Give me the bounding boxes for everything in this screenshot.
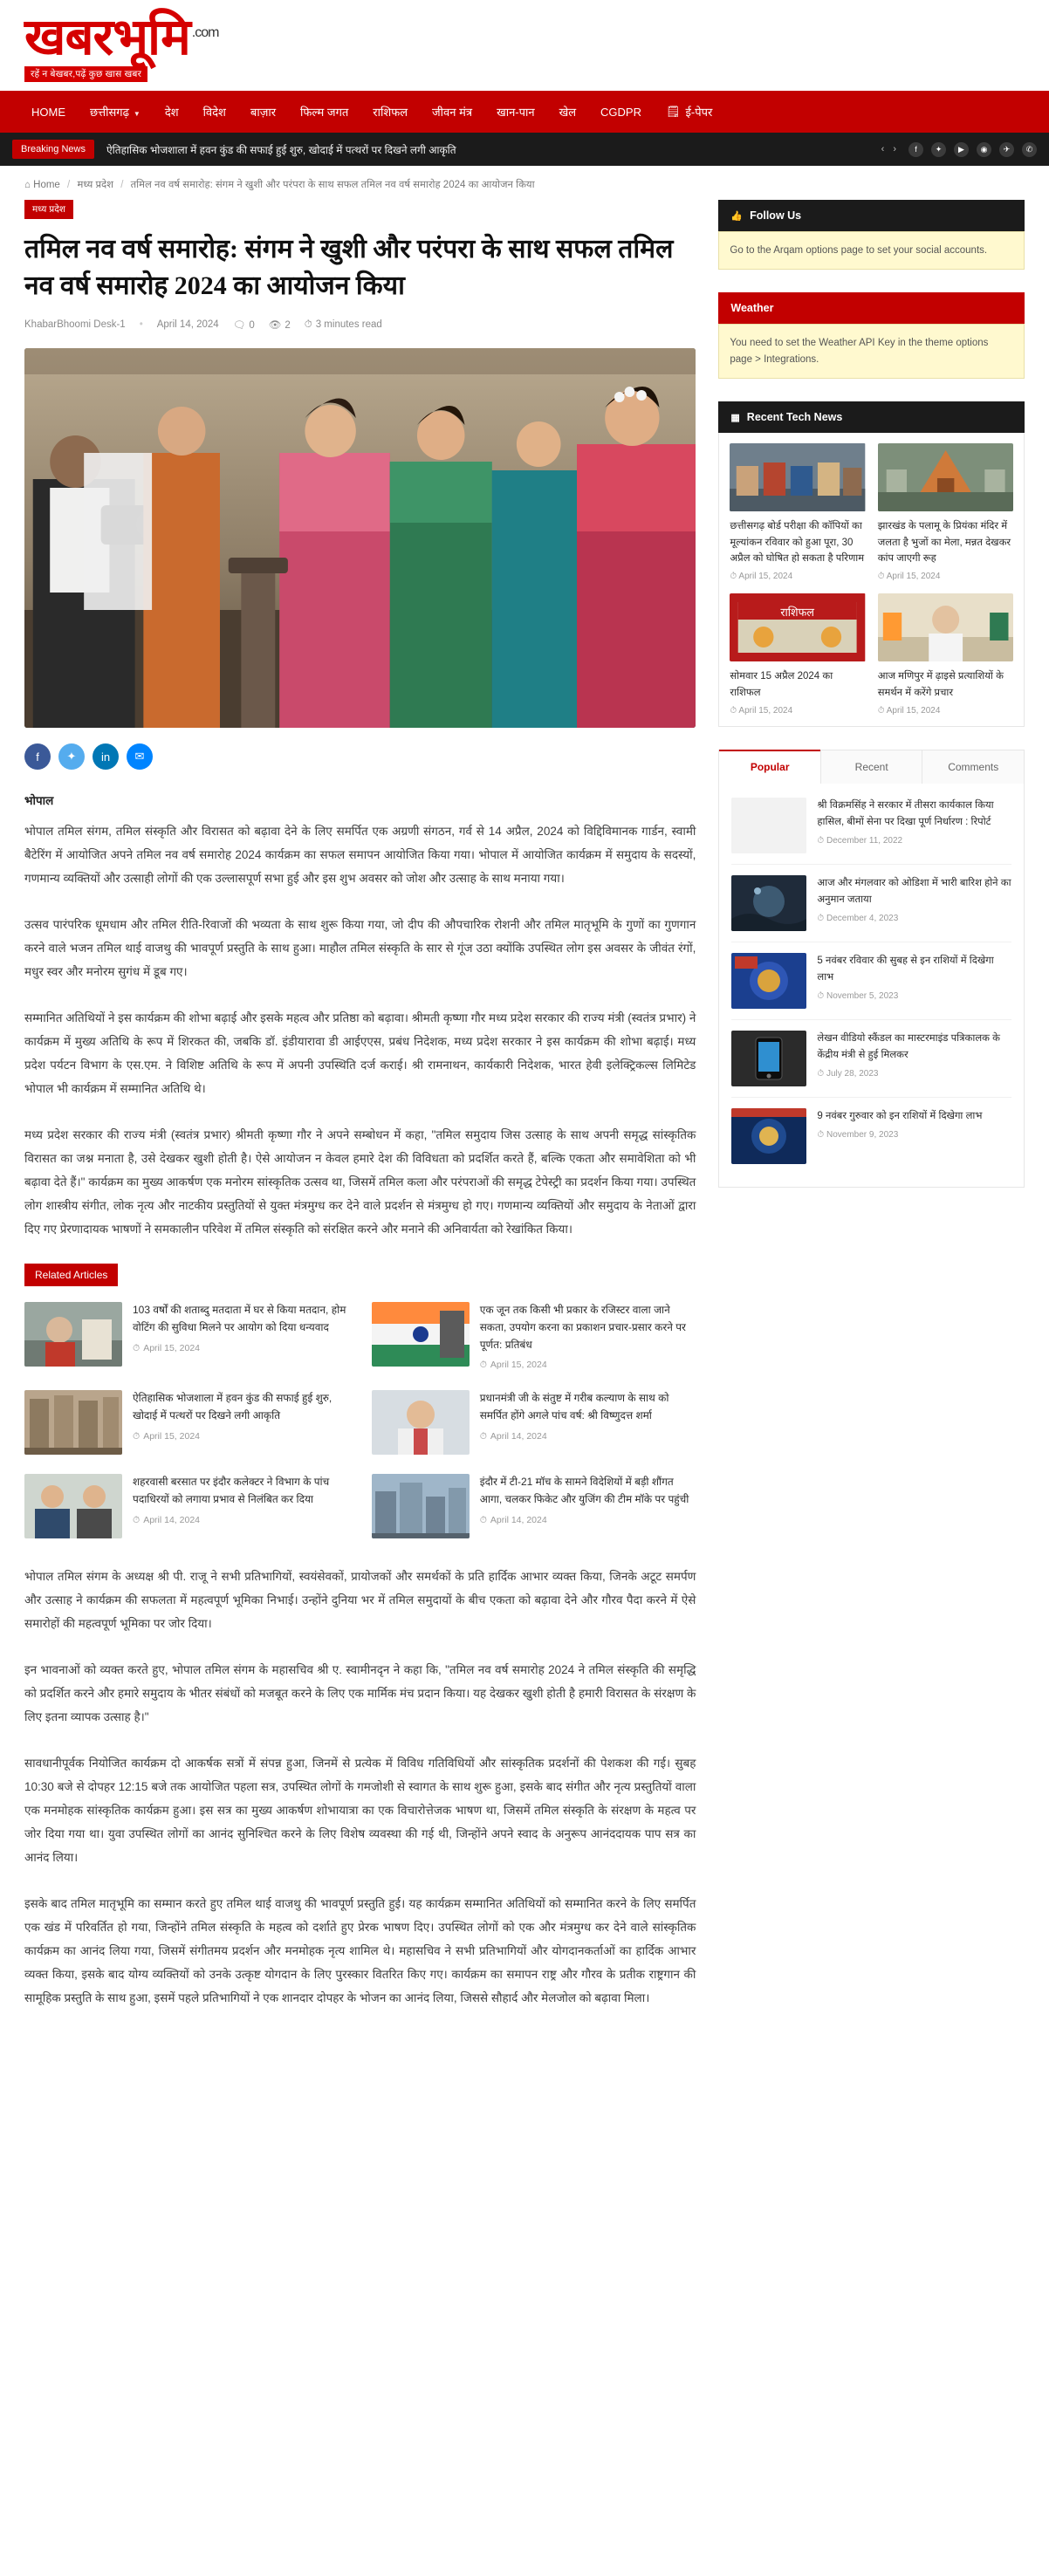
related-thumbnail — [372, 1302, 470, 1367]
messenger-share-icon[interactable]: ✉ — [127, 743, 153, 770]
article-main-column — [24, 200, 696, 2032]
tech-title[interactable]: झारखंड के पलामू के प्रियंका मंदिर में जलता है भुजों का मेला, मन्नत देखकर कांप जाएगी रूह — [877, 521, 1011, 564]
tab-popular[interactable]: Popular — [719, 750, 821, 784]
clock-icon: ⏱ — [817, 991, 826, 1002]
clock-icon: ⏱ — [730, 706, 739, 716]
tech-date: ⏱ April 15, 2024 — [877, 572, 941, 582]
popular-thumbnail — [731, 798, 806, 853]
related-article-item[interactable] — [24, 1302, 349, 1371]
tech-title[interactable]: सोमवार 15 अप्रैल 2024 का राशिफल — [730, 671, 833, 698]
popular-date: ⏱ November 5, 2023 — [817, 991, 899, 1002]
popular-thumbnail — [731, 1031, 806, 1086]
logo-word: खबरभूमि — [24, 9, 190, 65]
clock-icon: ⏱ — [817, 914, 826, 924]
comment-icon: 🗨 — [232, 320, 246, 331]
clock-icon: ⏱ — [877, 572, 887, 582]
twitter-share-icon[interactable]: ✦ — [58, 743, 85, 770]
instagram-icon[interactable]: ◉ — [977, 142, 991, 157]
popular-date: ⏱ December 4, 2023 — [817, 914, 899, 924]
widget-follow-note: Go to the Arqam options page to set your social accounts. — [718, 231, 1025, 270]
header-social-links[interactable] — [908, 142, 1037, 157]
related-date: ⏱ April 15, 2024 — [479, 1360, 547, 1371]
article-paragraph: भोपाल तमिल संगम, तमिल संस्कृति और विरासत को बढ़ावा देने के लिए समर्पित एक अग्रणी संगठन, गर्व से 14 अप्रैल, 2024 को विद्दिविमानक गार्डन, स्वामी बैटेरिंग में आयोजित अपने तमिल नव वर्ष समारोह 2024 कार्यक्रम का सफल समापन आयोजित किया गया। भोपाल में आयोजित कार्यक्रम में समुदाय के सदस्यों, गणमान्य व्यक्तियों और उत्साही लोगों की एक उल्लासपूर्ण सभा हुई और इस शुभ अवसर को जोश और उत्साह के साथ मनाया गया। — [24, 825, 696, 885]
nav-item-khaan-paan[interactable]: खान-पान — [497, 106, 535, 119]
tech-date: ⏱ April 15, 2024 — [730, 706, 793, 716]
article-feature-image — [24, 348, 696, 728]
breaking-news-controls[interactable] — [881, 144, 896, 154]
popular-date: ⏱ July 28, 2023 — [817, 1069, 879, 1079]
tech-title[interactable]: छत्तीसगढ़ बोर्ड परीक्षा की कॉपियों का मूल्यांकन रविवार को हुआ पूरा, 30 अप्रैल को घोषित हो सकता है परिणाम — [730, 521, 865, 564]
clock-icon: ⏱ — [817, 836, 826, 846]
breaking-news-bar — [0, 133, 1049, 166]
logo-tagline: रहें न बेखबर,पढ़ें कुछ खास खबर — [24, 66, 147, 82]
linkedin-share-icon[interactable]: in — [93, 743, 119, 770]
twitter-icon[interactable]: ✦ — [931, 142, 946, 157]
youtube-icon[interactable]: ▶ — [954, 142, 969, 157]
list-item[interactable] — [731, 1020, 1011, 1098]
article-paragraph: मध्य प्रदेश सरकार की राज्य मंत्री (स्वतंत्र प्रभार) श्रीमती कृष्णा गौर ने अपने सम्बोधन में कहा, "तमिल समुदाय जिस उत्साह के साथ अपनी समृद्ध सांस्कृतिक विरासत का जश्न मनाता है, उसे देखकर खुशी होती है। ऐसे आयोजन न केवल हमारे देश की विविधता को प्रदर्शित करते हैं, बल्कि एकता और समावेशिता को भी बढ़ावा देते हैं।" कार्यक्रम का मुख्य आकर्षण एक मनोरम सांस्कृतिक उत्सव था, जिसमें तमिल कला और परंपराओं की समृद्ध टेपेस्ट्री का प्रदर्शन किया गया। उपस्थित लोग शास्त्रीय संगीत, लोक नृत्य और नाटकीय प्रस्तुतियों से युक्त मंत्रमुग्ध कर देने वाले प्रदर्शन से मंत्रमुग्ध हो गए। गणमान्य व्यक्तियों और समुदाय के नेताओं द्वारा दिए गए प्रेरणादायक भाषणों ने समकालीन परिवेश में तमिल संस्कृति को संरक्षित करने और मनाने की अनिवार्यता को रेखांकित किया। — [24, 1128, 696, 1236]
widget-popular-tabs — [718, 750, 1025, 1188]
tech-news-card[interactable] — [878, 443, 1013, 581]
popular-thumbnail — [731, 1108, 806, 1164]
related-date: ⏱ April 14, 2024 — [133, 1514, 200, 1525]
telegram-icon[interactable]: ✈ — [999, 142, 1014, 157]
clock-icon: ⏱ — [817, 1130, 826, 1141]
tech-title[interactable]: आज मणिपुर में ढ़ाइसे प्रत्याशियों के समर्थन में करेंगे प्रचार — [877, 671, 1004, 698]
article-meta: KhabarBhoomi Desk-1 • April 14, 2024 🗨 0 👁 2 ⏱ 3 minutes read — [24, 319, 382, 331]
related-thumbnail — [24, 1390, 122, 1455]
article-paragraph: इसके बाद तमिल मातृभूमि का सम्मान करते हुए तमिल थाई वाजथु की भावपूर्ण प्रस्तुति हुई। यह कार्यक्रम सम्मानित अतिथियों को सम्मानित करने के लिए समर्पित एक खंड में परिवर्तित हो गया, जिन्होंने तमिल संस्कृति के महत्व को दर्शाते हुए प्रेरक भाषण दिए। उपस्थित लोगों को एक और मंत्रमुग्ध कर देने वाले सांस्कृतिक कार्यक्रम का आनंद लिया गया, जिसमें संगीतमय प्रदर्शन और मनमोहक नृत्य शामिल थे। महासचिव ने सभी प्रतिभागियों और योगदानकर्ताओं का हार्दिक आभार व्यक्त किया, इसके बाद योग्य व्यक्तियों को उनके उत्कृष्ट योगदान के लिए पुरस्कार वितरित किए गए। कार्यक्रम का समापन राष्ट्र और गौरव के प्रतीक राष्ट्रगान की सामूहिक प्रस्तुति के साथ हुआ, इसमें पहले प्रतिभागियों ने एक शानदार दोपहर के भोजन का आनंद लिया, जिससे सौहार्द और मेलजोल को बढ़ावा मिला। — [24, 1897, 696, 2005]
article-datelines: भोपाल — [24, 794, 54, 807]
nav-item-home[interactable]: HOME — [31, 105, 65, 119]
site-header — [0, 0, 1049, 91]
tech-thumbnail — [878, 443, 1013, 511]
popular-title[interactable]: आज और मंगलवार को ओडिशा में भारी बारिश होने का अनुमान जताया — [817, 878, 1011, 906]
related-date: ⏱ April 15, 2024 — [133, 1430, 200, 1442]
related-thumbnail — [24, 1474, 122, 1538]
related-articles-grid — [24, 1302, 696, 1538]
facebook-share-icon[interactable]: f — [24, 743, 51, 770]
related-title[interactable]: इंदौर में टी-21 मॉच के सामने विदेशियों में बड़ी शौंगत आगा, चलकर फिकेट और युजिंग की टीम मॉके पर पहुंची — [479, 1476, 689, 1506]
widget-tech-header: ▦ Recent Tech News — [718, 401, 1025, 433]
related-title[interactable]: 103 वर्षों की शताब्दु मतदाता में घर से किया मतदान, होम वोटिंग की सुविधा मिलने पर आयोग को दिया धन्यवाद — [133, 1304, 346, 1333]
clock-icon: ⏱ — [877, 706, 887, 716]
popular-thumbnail — [731, 875, 806, 931]
popular-list — [718, 784, 1025, 1188]
clock-icon: ⏱ — [304, 319, 312, 330]
next-arrow-icon[interactable]: › — [893, 144, 896, 154]
comment-count: 0 — [249, 320, 255, 331]
svg-text:राशिफल: राशिफल — [780, 606, 815, 620]
prev-arrow-icon[interactable]: ‹ — [881, 144, 885, 154]
tab-comments[interactable]: Comments — [922, 750, 1024, 784]
related-thumbnail — [372, 1474, 470, 1538]
chevron-down-icon: ▼ — [133, 110, 141, 118]
logo-text — [24, 9, 219, 65]
related-title[interactable]: शहरवासी बरसात पर इंदौर कलेक्टर ने विभाग के पांच पदाधिरयों को लगाया प्रभाव से निलंबित कर दिया — [133, 1476, 330, 1506]
related-article-item[interactable] — [372, 1390, 696, 1455]
related-thumbnail — [372, 1390, 470, 1455]
site-logo[interactable] — [24, 9, 219, 82]
article-paragraph: भोपाल तमिल संगम के अध्यक्ष श्री पी. राजू ने सभी प्रतिभागियों, स्वयंसेवकों, प्रायोजकों और समर्थकों के प्रति हार्दिक आभार व्यक्त किया, जिनके अटूट समर्पण और उत्साह ने कार्यक्रम की सफलता में महत्वपूर्ण भूमिका निभाई। उन्होंने दुनिया भर में तमिल समुदायों के बीच एकता को बढ़ावा देने और गौरव पैदा करने में ऐसे समारोहों की महत्वपूर्ण भूमिका पर जोर दिया। — [24, 1570, 696, 1631]
widget-recent-tech-news — [718, 401, 1025, 727]
nav-item-cgdpr[interactable]: CGDPR — [600, 105, 641, 119]
related-title[interactable]: प्रधानमंत्री जी के संतुष्ट में गरीब कल्याण के साथ को समर्पित होंगे अगले पांच वर्ष: श्री विष्णुदत्त शर्मा — [479, 1392, 669, 1422]
breadcrumb-current: तमिल नव वर्ष समारोह: संगम ने खुशी और परंपरा के साथ सफल तमिल नव वर्ष समारोह 2024 का आयोजन किया — [130, 180, 535, 190]
tech-thumbnail — [878, 593, 1013, 661]
tab-recent[interactable]: Recent — [821, 750, 923, 784]
tech-news-card[interactable] — [730, 443, 865, 581]
nav-item-bazaar[interactable]: बाज़ार — [250, 106, 277, 119]
related-date: ⏱ April 14, 2024 — [479, 1514, 547, 1525]
widget-weather-note: You need to set the Weather API Key in the theme options page > Integrations. — [718, 324, 1025, 379]
article-paragraph: इन भावनाओं को व्यक्त करते हुए, भोपाल तमिल संगम के महासचिव श्री ए. स्वामीनदृन ने कहा कि, "तमिल नव वर्ष समारोह 2024 ने तमिल संस्कृति की समृद्धि को प्रदर्शित करने और हमारे समुदाय के भीतर संबंधों को मजबूत करने के लिए एक मार्मिक मंच प्रदान किया। यह देखकर खुशी होती है हमारी विरासत के संरक्षण के लिए इतना व्यापक उत्साह है।" — [24, 1663, 696, 1724]
breadcrumb-category[interactable]: मध्य प्रदेश — [77, 180, 113, 190]
related-article-item[interactable] — [24, 1474, 349, 1538]
view-count: 2 — [285, 320, 291, 331]
breadcrumb-home[interactable]: Home — [33, 180, 60, 190]
sidebar — [718, 200, 1025, 1210]
popular-date: ⏱ December 11, 2022 — [817, 836, 903, 846]
related-article-item[interactable] — [24, 1390, 349, 1455]
related-title[interactable]: ऐतिहासिक भोजशाला में हवन कुंड की सफाई हुई शुरु, खोदाई में पत्थरों पर दिखने लगी आकृति — [133, 1392, 333, 1422]
article-paragraph: सावधानीपूर्वक नियोजित कार्यक्रम दो आकर्षक सत्रों में संपन्न हुआ, जिनमें से प्रत्येक में विविध गतिविधियों और सांस्कृतिक प्रदर्शनों की पेशकश की गई। सुबह 10:30 बजे से दोपहर 12:15 बजे तक आयोजित पहला सत्र, उपस्थित लोगों के गमजोशी से स्वागत के साथ शुरू हुआ, इसके बाद संगीत और नृत्य प्रस्तुतियों वाला एक मनमोहक सांस्कृतिक कार्यक्रम हुआ। इस सत्र का मुख्य आकर्षण शोभायात्रा का एक विचारोत्तेजक भाषण था, जिसमें तमिल संस्कृति के संरक्षण के महत्व पर जोर दिया गया था। युवा उपस्थित लोगों का आनंद सुनिश्चित करने के लिए विशेष व्यवस्था की गई थी, जिन्होंने अपने स्वाद के अनुरूप आनंददायक पाप सत्र का आनंद लिया। — [24, 1757, 696, 1865]
clock-icon: ⏱ — [133, 1430, 141, 1442]
related-articles-heading: Related Articles — [24, 1264, 696, 1286]
widget-follow-header: 👍 Follow Us — [718, 200, 1025, 231]
grid-icon: ▦ — [730, 412, 740, 423]
article-body — [24, 789, 696, 1241]
nav-item-videsh[interactable]: विदेश — [202, 106, 226, 119]
breaking-news-label: Breaking News — [12, 140, 94, 159]
nav-item-jeevan-mantra[interactable]: जीवन मंत्र — [432, 106, 473, 119]
related-date: ⏱ April 15, 2024 — [133, 1342, 200, 1353]
article-body-continued — [24, 1565, 696, 2010]
tech-thumbnail — [730, 593, 865, 661]
clock-icon: ⏱ — [730, 572, 739, 582]
logo-dotcom: .com — [191, 24, 219, 40]
tech-thumbnail — [730, 443, 865, 511]
clock-icon: ⏱ — [479, 1430, 487, 1442]
feature-image-art — [24, 348, 696, 728]
tech-news-card[interactable] — [730, 593, 865, 716]
nav-item-desh[interactable]: देश — [164, 106, 179, 119]
popular-title[interactable]: 9 नवंबर गुरुवार को इन राशियों में दिखेगा लाभ — [817, 1111, 983, 1122]
whatsapp-icon[interactable]: ✆ — [1022, 142, 1037, 157]
tech-news-card[interactable] — [878, 593, 1013, 716]
related-thumbnail — [24, 1302, 122, 1367]
article-paragraph: उत्सव पारंपरिक धूमधाम और तमिल रीति-रिवाजों की भव्यता के साथ शुरू किया गया, जो दीप की औपचारिक रोशनी और तमिल मातृभूमि के गुणों का गुणगान करने वाले भजन तमिल थाई वाजथु की भावपूर्ण प्रस्तुति के साथ हुआ। माहौल तमिल संस्कृति के सार से गूंज उठा क्योंकि उपस्थित लोग इस अवसर के जीवंत रंगों, मधुर स्वर और मनोरम सुगंध में डूब गए। — [24, 918, 696, 978]
article-category-badge[interactable]: मध्य प्रदेश — [24, 200, 73, 219]
home-icon: ⌂ — [24, 180, 31, 190]
widget-weather — [718, 292, 1025, 379]
eye-icon: 👁 — [268, 320, 282, 331]
list-item[interactable] — [731, 1098, 1011, 1175]
breadcrumb: ⌂ Home / मध्य प्रदेश / तमिल नव वर्ष समारोह: संगम ने खुशी और परंपरा के साथ सफल तमिल नव वर्ष समारोह 2024 का आयोजन किया — [24, 180, 535, 190]
tech-date: ⏱ April 15, 2024 — [877, 706, 941, 716]
widget-follow-us — [718, 200, 1025, 270]
related-article-item[interactable] — [372, 1302, 696, 1371]
nav-item-chhattisgarh[interactable]: छत्तीसगढ़ ▼ — [90, 106, 141, 119]
tab-bar[interactable] — [718, 750, 1025, 784]
breaking-news-headline[interactable]: ऐतिहासिक भोजशाला में हवन कुंड की सफाई हुई शुरु, खोदाई में पत्थरों पर दिखने लगी आकृति — [106, 143, 456, 156]
read-time: 3 minutes read — [315, 319, 382, 330]
thumbs-up-icon: 👍 — [730, 210, 744, 222]
popular-title[interactable]: 5 नवंबर रविवार की सुबह से इन राशियों में दिखेगा लाभ — [817, 956, 994, 983]
nav-item-rashifal[interactable]: राशिफल — [373, 106, 408, 119]
tech-date: ⏱ April 15, 2024 — [730, 572, 793, 582]
popular-thumbnail — [731, 953, 806, 1009]
list-item[interactable] — [731, 942, 1011, 1020]
page-title: तमिल नव वर्ष समारोह: संगम ने खुशी और परंपरा के साथ सफल तमिल नव वर्ष समारोह 2024 का आयोजन किया — [24, 235, 674, 300]
related-article-item[interactable] — [372, 1474, 696, 1538]
list-item[interactable] — [731, 865, 1011, 942]
clock-icon: ⏱ — [479, 1360, 487, 1371]
nav-item-khel[interactable]: खेल — [559, 106, 577, 119]
article-paragraph: सम्मानित अतिथियों ने इस कार्यक्रम की शोभा बढ़ाई और इसके महत्व और प्रतिष्ठा को बढ़ावा। श्रीमती कृष्णा गौर मध्य प्रदेश सरकार की राज्य मंत्री (स्वतंत्र प्रभार) ने कार्यक्रम में मुख्य अतिथि के रूप में शिरकत की, जबकि डॉ. इंडीयारावा डी आईएएस, प्रबंध निदेशक, मध्य प्रदेश सरकार ने इस कार्यक्रम की शोभा बढ़ाई। मध्य प्रदेश पर्यटन विभाग के एस.एम. ने विशिष्ट अतिथि के रूप में अपनी उपस्थिति दर्ज कराई। श्री रामनाथन, कार्यकारी निदेशक, भारत हेवी इलेक्ट्रिकल्स लिमिटेड भोपाल भी कार्यक्रम में सम्मानित अतिथि थे। — [24, 1011, 696, 1095]
nav-item-epaper[interactable]: 🗒 ई-पेपर — [665, 105, 713, 119]
popular-date: ⏱ November 9, 2023 — [817, 1130, 899, 1141]
related-title[interactable]: एक जून तक किसी भी प्रकार के रजिस्टर वाला जाने सकता, उपयोग करना का प्रकाशन प्रचार-प्रसार करने पर पूर्णत: प्रतिबंध — [479, 1304, 686, 1351]
clock-icon: ⏱ — [133, 1342, 141, 1353]
article-author[interactable]: KhabarBhoomi Desk-1 — [24, 319, 126, 330]
article-date: April 14, 2024 — [156, 319, 219, 330]
facebook-icon[interactable]: f — [908, 142, 923, 157]
clock-icon: ⏱ — [817, 1069, 826, 1079]
share-buttons[interactable] — [24, 743, 696, 770]
main-navigation[interactable] — [0, 91, 1049, 133]
clock-icon: ⏱ — [479, 1514, 487, 1525]
widget-weather-header: Weather — [718, 292, 1025, 324]
clock-icon: ⏱ — [133, 1514, 141, 1525]
list-item[interactable] — [731, 796, 1011, 865]
related-date: ⏱ April 14, 2024 — [479, 1430, 547, 1442]
popular-title[interactable]: लेखन वीडियो स्कैंडल का मास्टरमाइंड पत्रिकालक के केंद्रीय मंत्री से हुई मिलकर — [817, 1033, 1000, 1061]
newspaper-icon: 🗒 — [665, 105, 681, 118]
nav-item-film[interactable]: फिल्म जगत — [300, 106, 349, 119]
popular-title[interactable]: श्री विक्रमसिंह ने सरकार में तीसरा कार्यकाल किया हासिल, बीमों सेना पर दिखा पूर्ण निर्धारण : रिपोर्ट — [817, 800, 994, 828]
